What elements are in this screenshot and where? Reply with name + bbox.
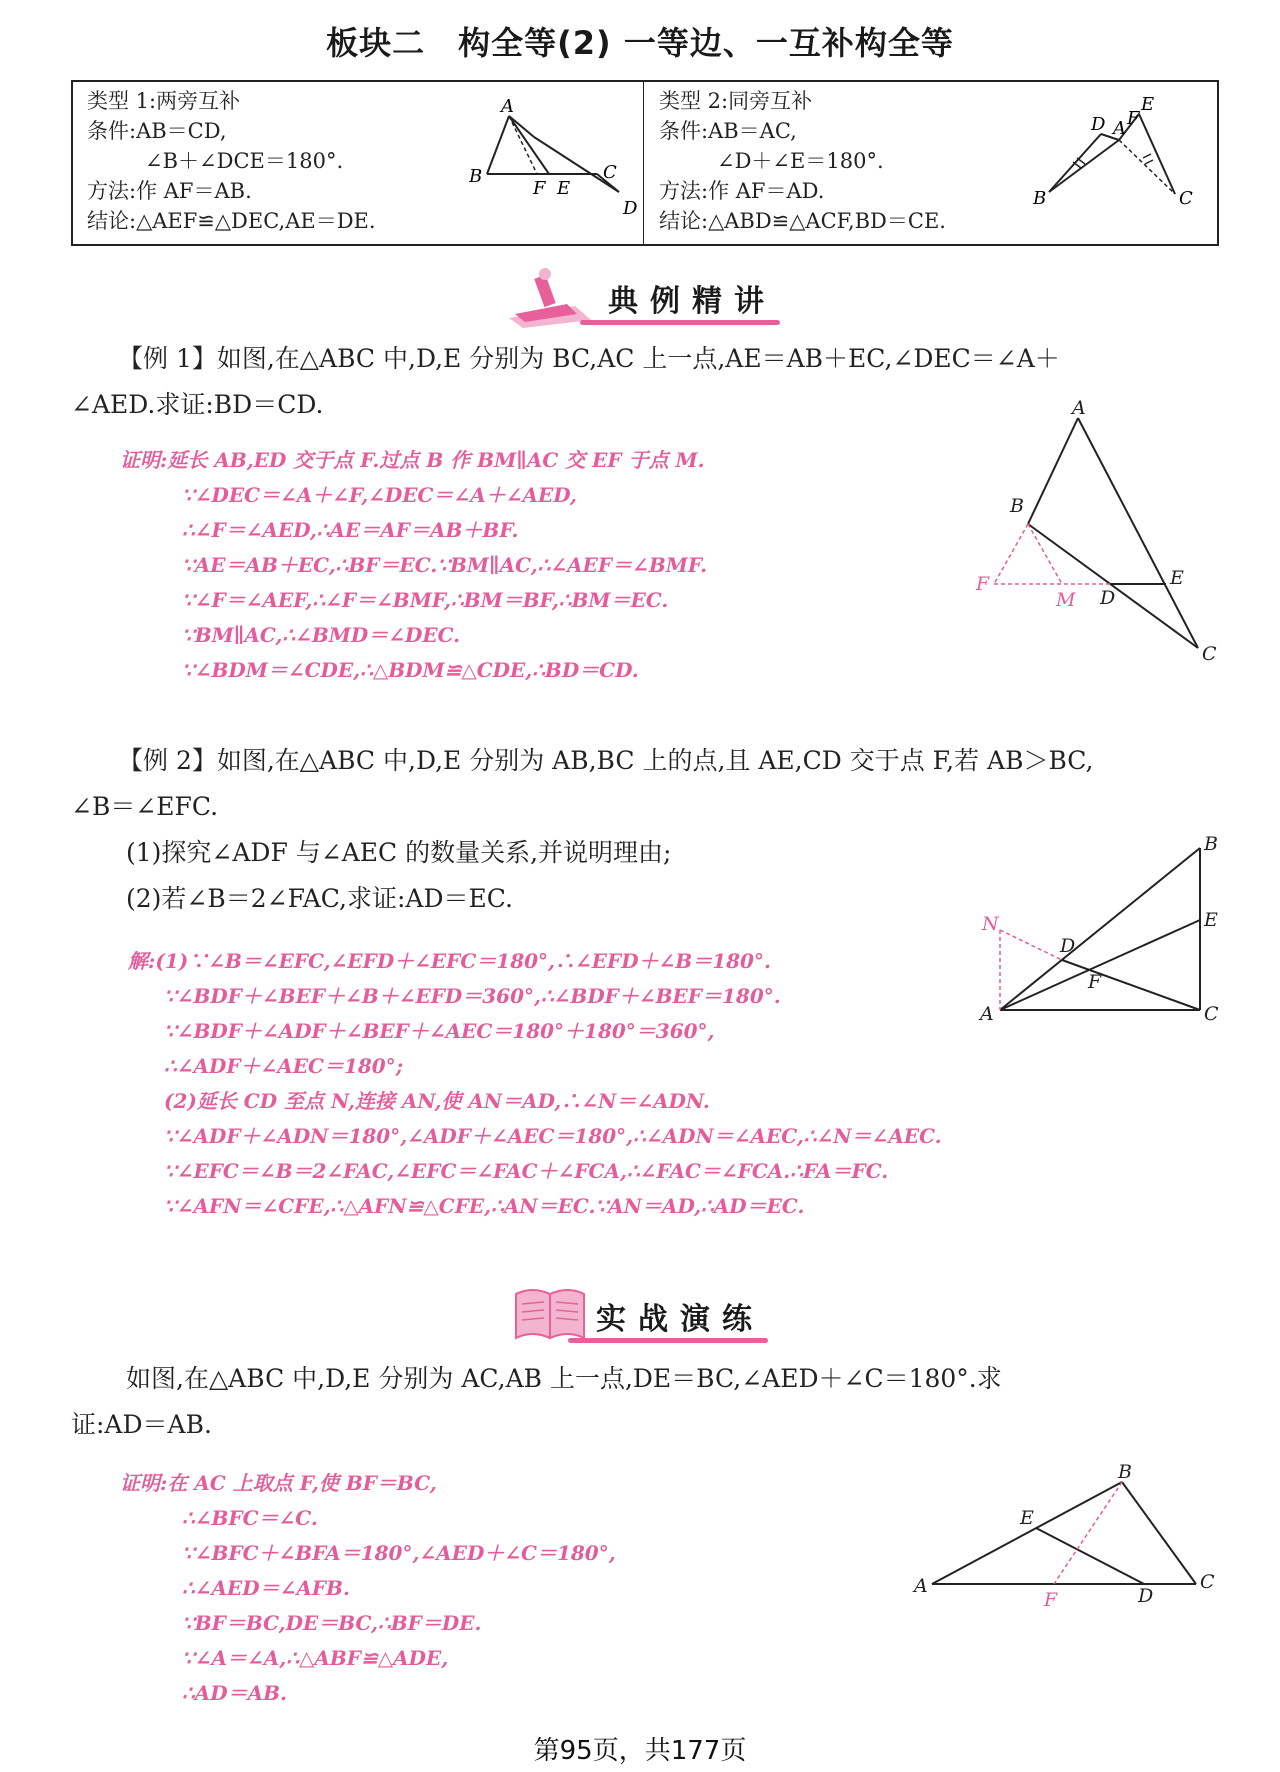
practice-proof-2: ∴∠BFC＝∠C. [182,1506,318,1530]
type2-method: 方法:作 AF＝AD. [659,179,825,203]
type2-label-b: B [1033,188,1047,209]
open-book-icon [512,1280,588,1342]
type1-label-c: C [603,162,617,183]
ex2-label-a: A [980,1003,994,1025]
practice-proof-5: ∵BF＝BC,DE＝BC,∴BF＝DE. [182,1611,482,1635]
practice-proof-3: ∵∠BFC＋∠BFA＝180°,∠AED＋∠C＝180°, [182,1541,616,1565]
example2-proof-8: ∵∠AFN＝∠CFE,∴△AFN≌△CFE,∴AN＝EC.∵AN＝AD,∴AD＝EC. [164,1194,805,1218]
example2-figure [976,830,1226,1030]
example1-line-1: 【例 1】如图,在△ABC 中,D,E 分别为 BC,AC 上一点,AE＝AB＋EC,∠DEC＝∠A＋ [118,344,1060,373]
ex1-label-a: A [1072,398,1086,419]
example1-proof-1: 证明:延长 AB,ED 交于点 F.过点 B 作 BM∥AC 交 EF 于点 M. [120,448,705,472]
ex2-label-f: F [1088,971,1102,993]
type1-condition-2: ∠B＋∠DCE＝180°. [145,149,344,173]
ex1-label-d: D [1100,587,1116,609]
example2-proof-3: ∵∠BDF＋∠ADF＋∠BEF＋∠AEC＝180°＋180°＝360°, [164,1019,715,1043]
practice-label-f: F [1044,1589,1058,1611]
example1-proof-7: ∵∠BDM＝∠CDE,∴△BDM≌△CDE,∴BD＝CD. [182,658,639,682]
practice-label-e: E [1020,1507,1034,1529]
page-number-footer: 第95页，共177页 [533,1736,747,1766]
example1-proof-3: ∴∠F＝∠AED,∴AE＝AF＝AB＋BF. [182,518,519,542]
type2-label-c: C [1179,188,1193,209]
type2-label-f: F [1127,108,1140,129]
type1-label-a: A [501,96,514,117]
example2-question-1: (1)探究∠ADF 与∠AEC 的数量关系,并说明理由; [126,838,672,867]
ex2-label-d: D [1060,935,1076,957]
example1-figure [970,398,1230,668]
example1-proof-4: ∵AE＝AB＋EC,∴BF＝EC.∵BM∥AC,∴∠AEF＝∠BMF. [182,553,708,577]
type1-label-f: F [533,178,546,199]
type1-condition: 条件:AB＝CD, [87,119,227,143]
example2-question-2: (2)若∠B＝2∠FAC,求证:AD＝EC. [126,884,513,913]
example1-proof-5: ∵∠F＝∠AEF,∴∠F＝∠BMF,∴BM＝BF,∴BM＝EC. [182,588,669,612]
microscope-icon [505,266,593,328]
type2-conclusion: 结论:△ABD≌△ACF,BD＝CE. [659,209,946,233]
section-underline-practice [568,1338,768,1343]
example1-proof-2: ∵∠DEC＝∠A＋∠F,∠DEC＝∠A＋∠AED, [182,483,577,507]
ex1-label-c: C [1202,643,1217,665]
practice-label-c: C [1200,1571,1215,1593]
type2-label-e: E [1141,94,1155,115]
type2-heading: 类型 2:同旁互补 [659,89,813,113]
ex2-label-e: E [1204,909,1218,931]
ex2-label-c: C [1204,1003,1219,1025]
type2-figure [1031,92,1211,242]
practice-line-1: 如图,在△ABC 中,D,E 分别为 AC,AB 上一点,DE＝BC,∠AED＋∠C＝180°.求 [126,1364,1002,1393]
example2-line-2: ∠B＝∠EFC. [71,792,219,821]
type1-label-e: E [557,178,571,199]
types-summary-box [71,80,1219,246]
practice-proof-4: ∴∠AED＝∠AFB. [182,1576,350,1600]
ex1-label-f: F [976,573,990,595]
example1-proof-6: ∵BM∥AC,∴∠BMD＝∠DEC. [182,623,461,647]
practice-line-2: 证:AD＝AB. [71,1410,212,1439]
example2-proof-2: ∵∠BDF＋∠BEF＋∠B＋∠EFD＝360°,∴∠BDF＋∠BEF＝180°. [164,984,781,1008]
type1-label-d: D [623,198,638,219]
ex2-label-b: B [1204,833,1218,855]
example2-proof-4: ∴∠ADF＋∠AEC＝180°; [164,1054,404,1078]
section-title-examples: 典例精讲 [608,284,776,319]
practice-label-b: B [1118,1461,1132,1483]
practice-label-a: A [914,1575,928,1597]
type1-conclusion: 结论:△AEF≌△DEC,AE＝DE. [87,209,376,233]
section-underline-examples [580,320,780,325]
ex2-label-n: N [982,913,999,935]
type2-condition: 条件:AB＝AC, [659,119,797,143]
ex1-label-b: B [1010,495,1024,517]
type1-label-b: B [469,166,483,187]
section-title-practice: 实战演练 [596,1302,764,1337]
type1-figure [469,92,639,242]
example2-proof-1: 解:(1)∵∠B＝∠EFC,∠EFD＋∠EFC＝180°,∴∠EFD＋∠B＝180°. [128,949,771,973]
type2-label-a: A [1113,118,1126,139]
example2-proof-6: ∵∠ADF＋∠ADN＝180°,∠ADF＋∠AEC＝180°,∴∠ADN＝∠AEC,∴∠N＝∠AEC. [164,1124,942,1148]
practice-label-d: D [1138,1585,1154,1607]
type1-method: 方法:作 AF＝AB. [87,179,252,203]
page-title: 板块二 构全等(2) 一等边、一互补构全等 [326,24,954,62]
box-divider [643,82,644,244]
practice-proof-1: 证明:在 AC 上取点 F,使 BF＝BC, [120,1471,437,1495]
practice-proof-7: ∴AD＝AB. [182,1681,287,1705]
practice-proof-6: ∵∠A＝∠A,∴△ABF≌△ADE, [182,1646,449,1670]
type1-heading: 类型 1:两旁互补 [87,89,241,113]
practice-figure [910,1460,1230,1620]
ex1-label-e: E [1170,567,1184,589]
type2-label-d: D [1091,114,1106,135]
type2-condition-2: ∠D＋∠E＝180°. [717,149,884,173]
example1-line-2: ∠AED.求证:BD＝CD. [71,390,324,419]
example2-proof-7: ∵∠EFC＝∠B＝2∠FAC,∠EFC＝∠FAC＋∠FCA,∴∠FAC＝∠FCA.∴FA＝FC. [164,1159,889,1183]
ex1-label-m: M [1056,589,1076,611]
example2-proof-5: (2)延长 CD 至点 N,连接 AN,使 AN＝AD,∴∠N＝∠ADN. [164,1089,710,1113]
example2-line-1: 【例 2】如图,在△ABC 中,D,E 分别为 AB,BC 上的点,且 AE,CD 交于点 F,若 AB＞BC, [118,746,1094,775]
